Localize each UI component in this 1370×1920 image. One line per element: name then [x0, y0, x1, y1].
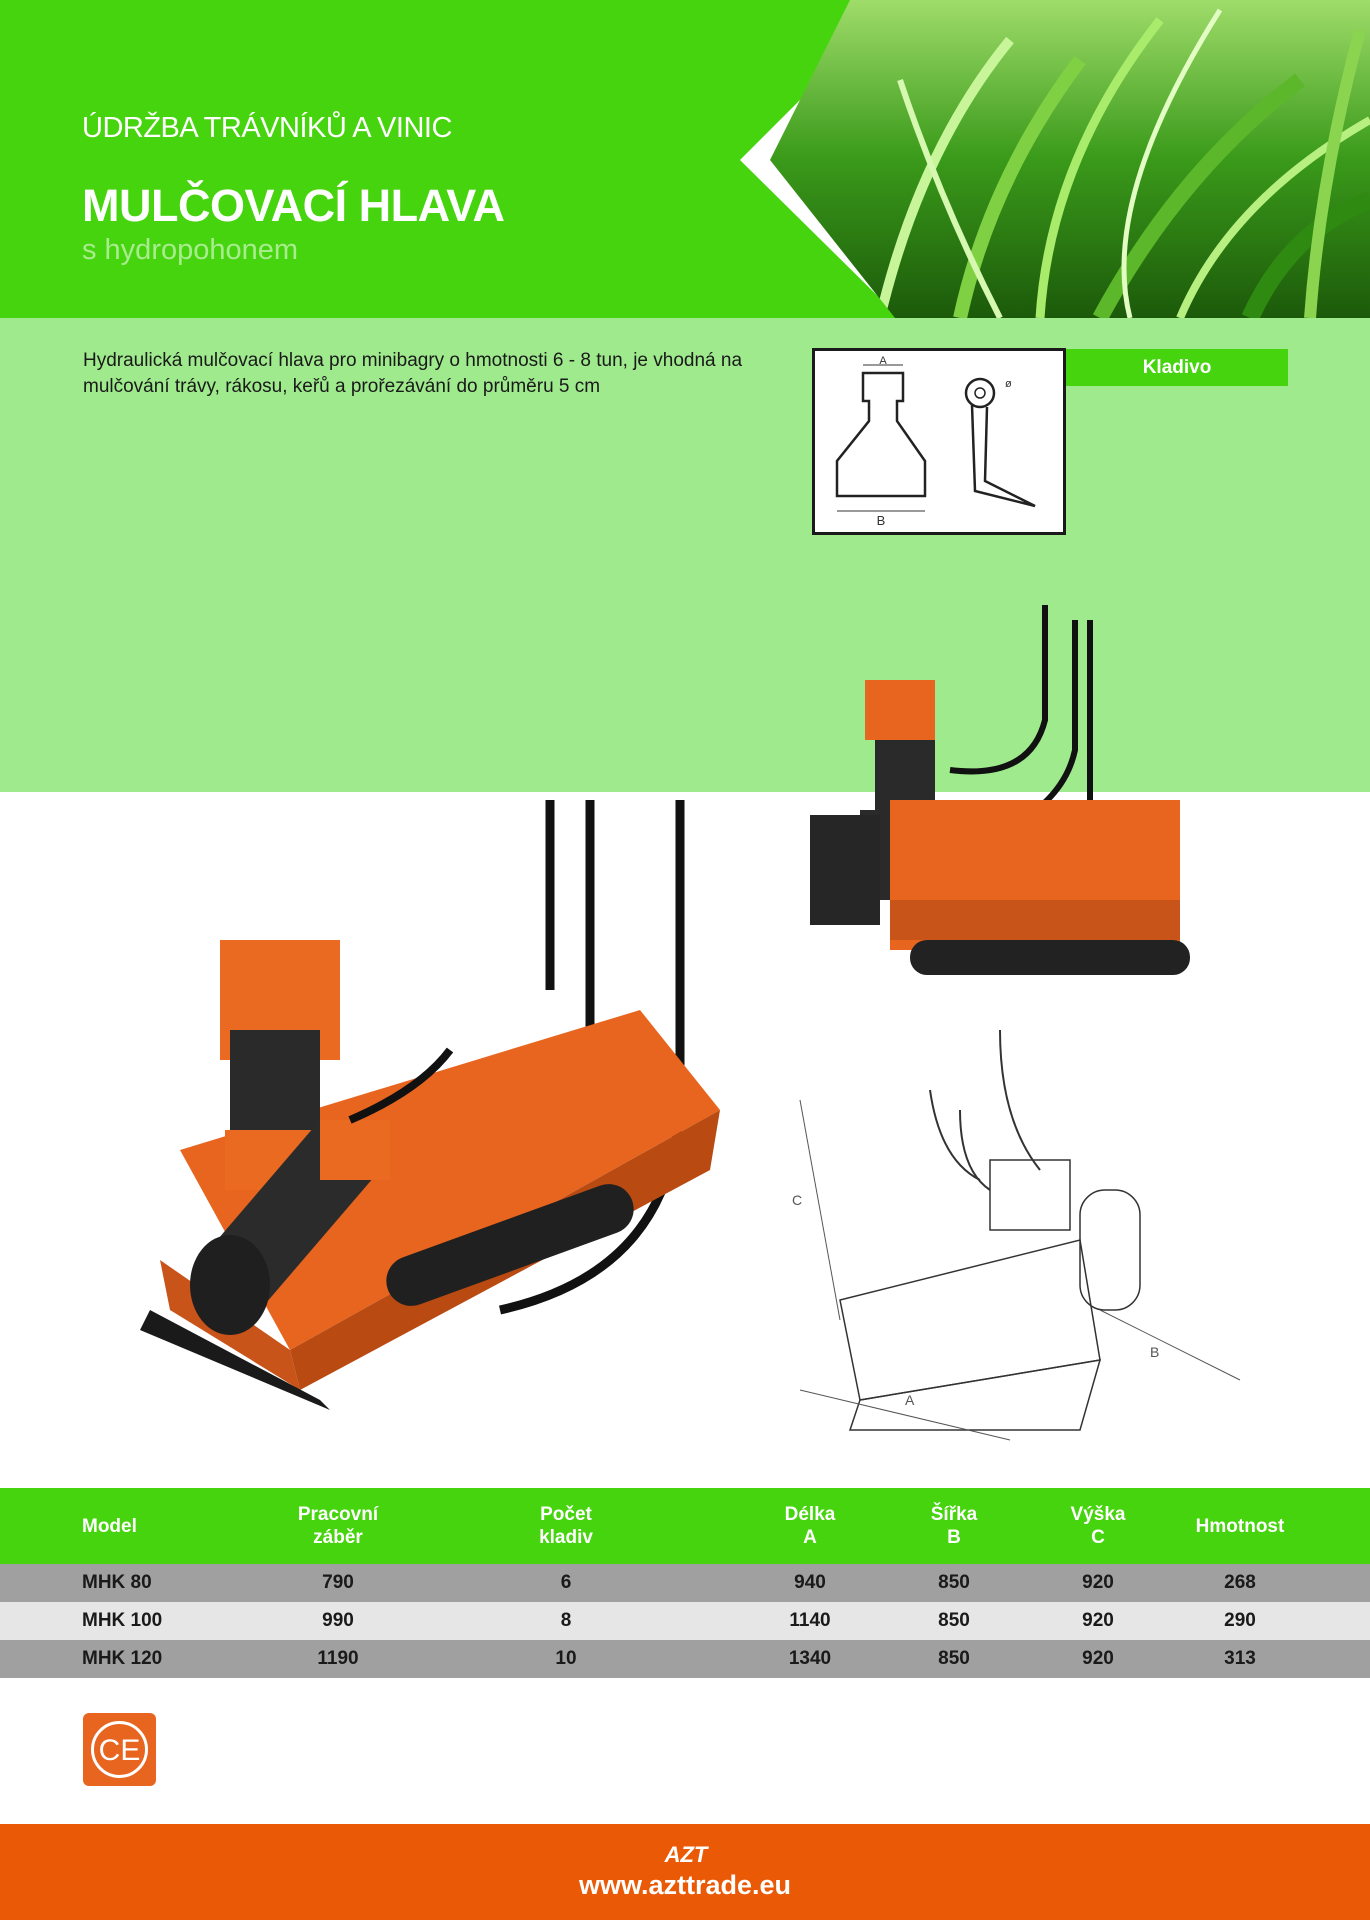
cell-height: 920: [1082, 1610, 1114, 1631]
cell-hammer-count: 8: [560, 1610, 572, 1631]
cell-height: 920: [1082, 1648, 1114, 1669]
hammer-drawing: [815, 351, 1063, 532]
table-header: [0, 1488, 1370, 1564]
logo-text: AZT: [664, 1842, 708, 1867]
footer: [0, 1824, 1370, 1920]
ce-mark-badge: [83, 1713, 156, 1786]
table-row: [0, 1564, 1370, 1602]
description-line: mulčování trávy, rákosu, keřů a prořezávání do průměru 5 cm: [83, 376, 601, 397]
header-length: Délka A: [784, 1504, 836, 1548]
cell-height: 920: [1082, 1572, 1114, 1593]
table-row: [0, 1640, 1370, 1678]
cell-width: 850: [938, 1610, 970, 1631]
table-row: [0, 1602, 1370, 1640]
header-work-width: Pracovní záběr: [297, 1504, 379, 1548]
mulcher-photo-main: [120, 790, 740, 1410]
cell-model: MHK 100: [82, 1610, 163, 1631]
spec-table: [0, 1488, 1370, 1678]
header-height: Výška C: [1070, 1504, 1126, 1548]
cell-work-width: 790: [322, 1572, 354, 1593]
drawing-dim-b: B: [1150, 1344, 1160, 1360]
hammer-dim-a: A: [879, 355, 887, 367]
header-banner: [0, 0, 1370, 318]
hammer-dim-b: B: [876, 513, 886, 528]
website-url[interactable]: www.azttrade.eu: [578, 1870, 792, 1900]
cell-hammer-count: 10: [555, 1648, 577, 1669]
azt-logo: [654, 1840, 718, 1868]
hammer-diagram: [812, 348, 1066, 535]
cell-length: 1140: [789, 1610, 831, 1631]
header-width: Šířka B: [930, 1504, 978, 1548]
cell-weight: 268: [1224, 1572, 1256, 1593]
description-line: Hydraulická mulčovací hlava pro minibagry o hmotnosti 6 - 8 tun, je vhodná na: [83, 350, 743, 371]
cell-work-width: 1190: [317, 1648, 359, 1669]
cell-hammer-count: 6: [560, 1572, 572, 1593]
header-weight: Hmotnost: [1195, 1515, 1285, 1537]
product-subtitle: s hydropohonem: [82, 234, 299, 266]
ce-mark-icon: [83, 1713, 156, 1786]
product-description: [83, 348, 803, 400]
drawing-dim-a: A: [905, 1392, 915, 1408]
cell-length: 940: [794, 1572, 826, 1593]
ce-mark-text: CE: [98, 1734, 141, 1767]
header-hammer-count: Počet kladiv: [539, 1504, 593, 1548]
hammer-label: Kladivo: [1066, 349, 1288, 386]
cell-length: 1340: [788, 1648, 832, 1669]
cell-model: MHK 120: [82, 1648, 163, 1669]
drawing-dim-c: C: [792, 1192, 803, 1208]
grass-photo: [0, 0, 1370, 318]
category-heading: ÚDRŽBA TRÁVNÍKŮ A VINIC: [82, 112, 452, 144]
cell-width: 850: [938, 1648, 970, 1669]
header-model: Model: [82, 1515, 137, 1537]
cell-weight: 313: [1224, 1648, 1256, 1669]
product-title: MULČOVACÍ HLAVA: [82, 180, 505, 231]
mulcher-dimension-drawing: [780, 1020, 1260, 1460]
hammer-dim-diameter: ø: [1005, 378, 1012, 390]
cell-model: MHK 80: [82, 1572, 152, 1593]
cell-weight: 290: [1224, 1610, 1256, 1631]
cell-work-width: 990: [322, 1610, 354, 1631]
cell-width: 850: [938, 1572, 970, 1593]
mulcher-photo-side: [800, 600, 1200, 1000]
